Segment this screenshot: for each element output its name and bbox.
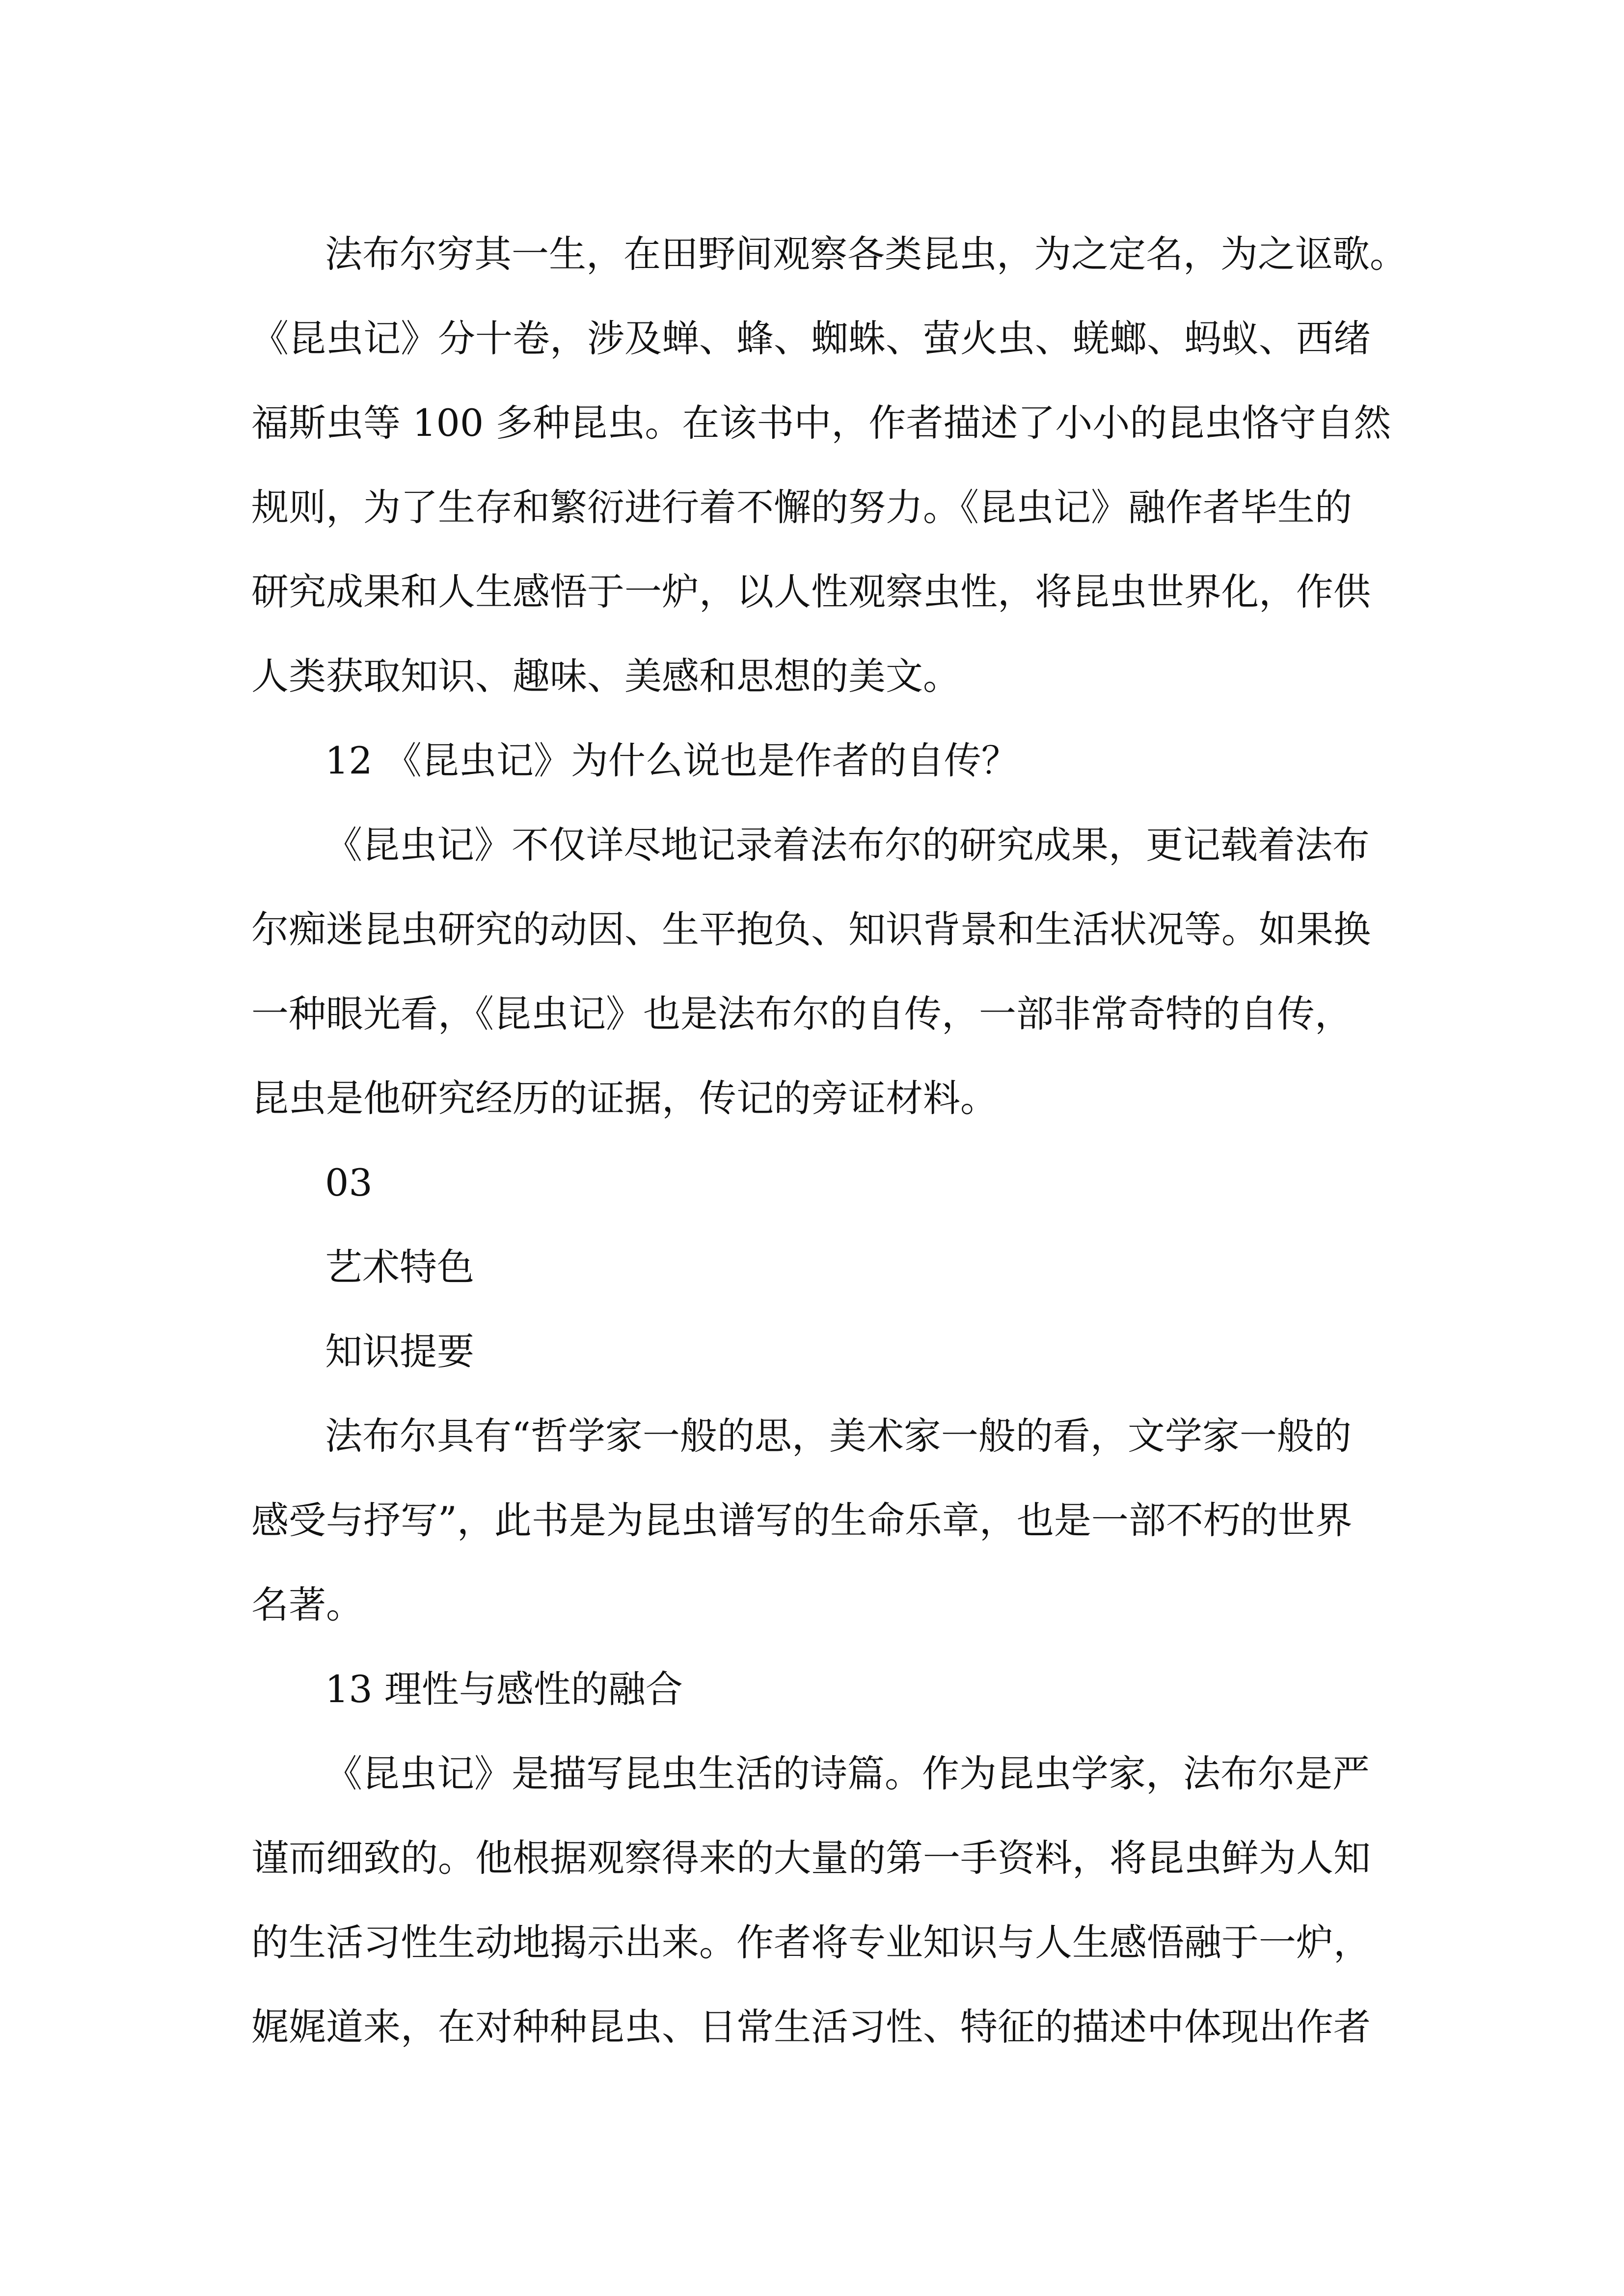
document-body	[251, 212, 1407, 2069]
paragraph-line: 福斯虫等 100 多种昆虫。在该书中，作者描述了小小的昆虫恪守自然	[251, 401, 1391, 445]
paragraph-line: 法布尔具有“哲学家一般的思，美术家一般的看，文学家一般的	[325, 1414, 1352, 1458]
section-subtitle: 知识提要	[325, 1330, 474, 1373]
paragraph-line: 感受与抒写”，此书是为昆虫谱写的生命乐章，也是一部不朽的世界	[251, 1498, 1353, 1542]
paragraph-line: 娓娓道来，在对种种昆虫、日常生活习性、特征的描述中体现出作者	[251, 2005, 1371, 2049]
paragraph-line: 名著。	[251, 1583, 363, 1627]
paragraph-line: 《昆虫记》分十卷，涉及蝉、蜂、蜘蛛、萤火虫、蜣螂、蚂蚁、西绪	[251, 317, 1371, 360]
paragraph-line: 尔痴迷昆虫研究的动因、生平抱负、知识背景和生活状况等。如果换	[251, 908, 1371, 951]
section-number: 03	[325, 1161, 373, 1204]
paragraph-line: 一种眼光看，《昆虫记》也是法布尔的自传，一部非常奇特的自传，	[251, 992, 1352, 1036]
paragraph-line: 规则，为了生存和繁衍进行着不懈的努力。《昆虫记》融作者毕生的	[251, 485, 1352, 529]
paragraph-line: 研究成果和人生感悟于一炉，以人性观察虫性，将昆虫世界化，作供	[251, 570, 1371, 614]
paragraph-line: 法布尔穷其一生，在田野间观察各类昆虫，为之定名，为之讴歌。	[325, 232, 1407, 276]
question-heading-12: 12 《昆虫记》为什么说也是作者的自传？	[325, 739, 1019, 782]
paragraph-line: 昆虫是他研究经历的证据，传记的旁证材料。	[251, 1076, 998, 1120]
paragraph-line: 《昆虫记》不仅详尽地记录着法布尔的研究成果，更记载着法布	[325, 823, 1370, 867]
paragraph-line: 的生活习性生动地揭示出来。作者将专业知识与人生感悟融于一炉，	[251, 1921, 1371, 1964]
section-title: 艺术特色	[325, 1245, 474, 1289]
paragraph-line: 谨而细致的。他根据观察得来的大量的第一手资料，将昆虫鲜为人知	[251, 1836, 1371, 1880]
paragraph-line: 人类获取知识、趣味、美感和思想的美文。	[251, 654, 960, 698]
paragraph-line: 《昆虫记》是描写昆虫生活的诗篇。作为昆虫学家，法布尔是严	[325, 1752, 1370, 1795]
question-heading-13: 13 理性与感性的融合	[325, 1667, 683, 1711]
